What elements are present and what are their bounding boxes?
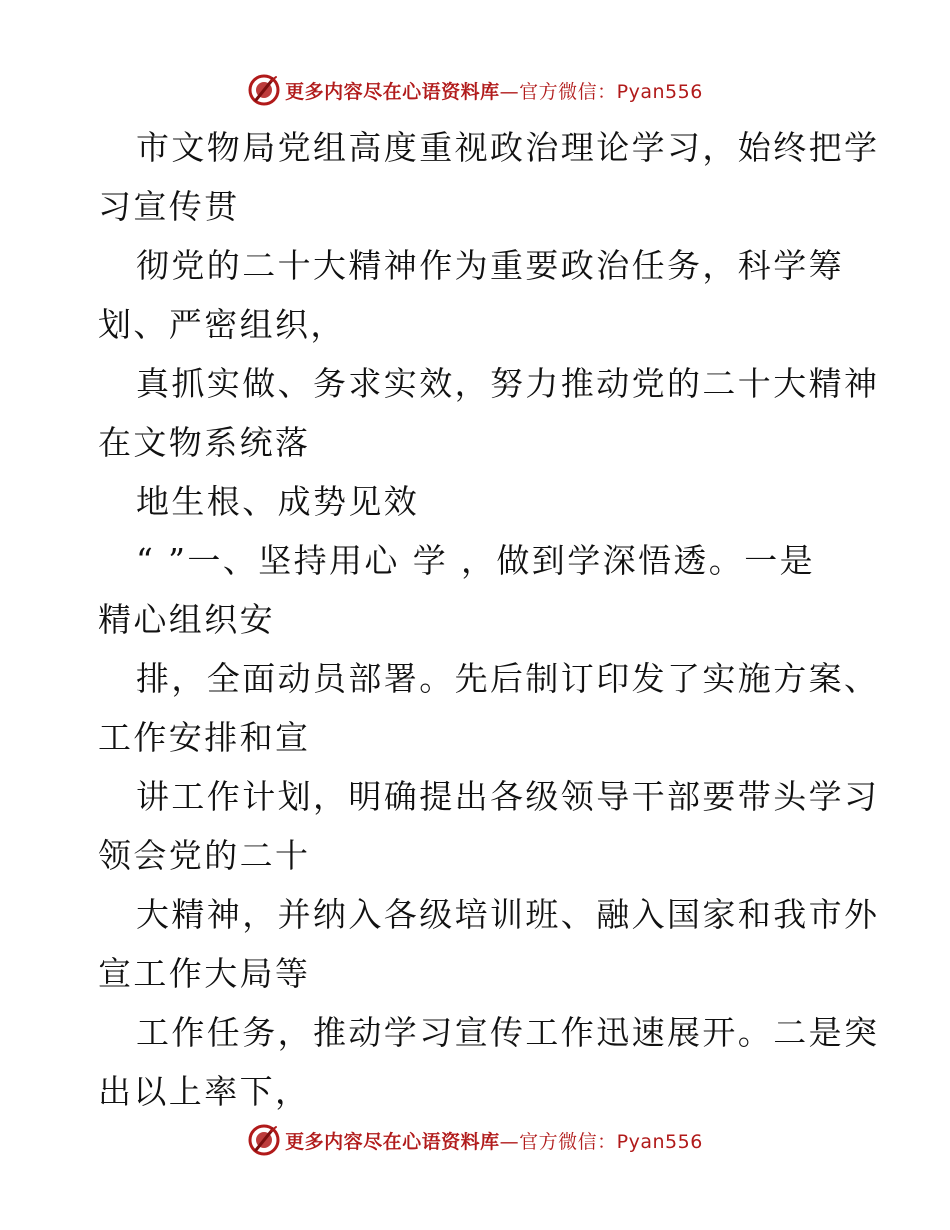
text-line: 地生根、成势见效 bbox=[136, 482, 420, 521]
text-line: 出以上率下， bbox=[98, 1072, 311, 1111]
text-line: 精心组织安 bbox=[98, 600, 275, 639]
text-line: 习宣传贯 bbox=[98, 187, 240, 226]
text-line: 彻党的二十大精神作为重要政治任务，科学筹 bbox=[136, 246, 844, 285]
text-line: 宣工作大局等 bbox=[98, 954, 311, 993]
header-watermark-banner bbox=[0, 70, 950, 110]
footer-watermark-banner bbox=[0, 1120, 950, 1160]
brand-logo-icon bbox=[247, 1123, 281, 1157]
text-line: 工作安排和宣 bbox=[98, 718, 311, 757]
text-line: 大精神，并纳入各级培训班、融入国家和我市外 bbox=[136, 895, 880, 934]
footer-banner-text bbox=[285, 1127, 703, 1154]
footer-banner-lead: 更多内容尽在心语资料库 bbox=[285, 1130, 500, 1153]
header-banner-text bbox=[285, 77, 703, 104]
header-banner-lead: 更多内容尽在心语资料库 bbox=[285, 80, 500, 103]
text-line: 排，全面动员部署。先后制订印发了实施方案、 bbox=[136, 659, 880, 698]
text-line: 领会党的二十 bbox=[98, 836, 311, 875]
text-line: 划、严密组织， bbox=[98, 305, 346, 344]
text-line: 市文物局党组高度重视政治理论学习，始终把学 bbox=[136, 128, 880, 167]
text-line: 讲工作计划，明确提出各级领导干部要带头学习 bbox=[136, 777, 880, 816]
document-body bbox=[98, 118, 880, 1121]
footer-banner-tail: —官方微信：Pyan556 bbox=[499, 1130, 703, 1153]
header-banner-tail: —官方微信：Pyan556 bbox=[499, 80, 703, 103]
text-line: “ ”一、坚持用心 学 ，做到学深悟透。一是 bbox=[136, 541, 816, 580]
text-line: 真抓实做、务求实效，努力推动党的二十大精神 bbox=[136, 364, 880, 403]
text-line: 工作任务，推动学习宣传工作迅速展开。二是突 bbox=[136, 1013, 880, 1052]
brand-logo-icon bbox=[247, 73, 281, 107]
text-line: 在文物系统落 bbox=[98, 423, 311, 462]
